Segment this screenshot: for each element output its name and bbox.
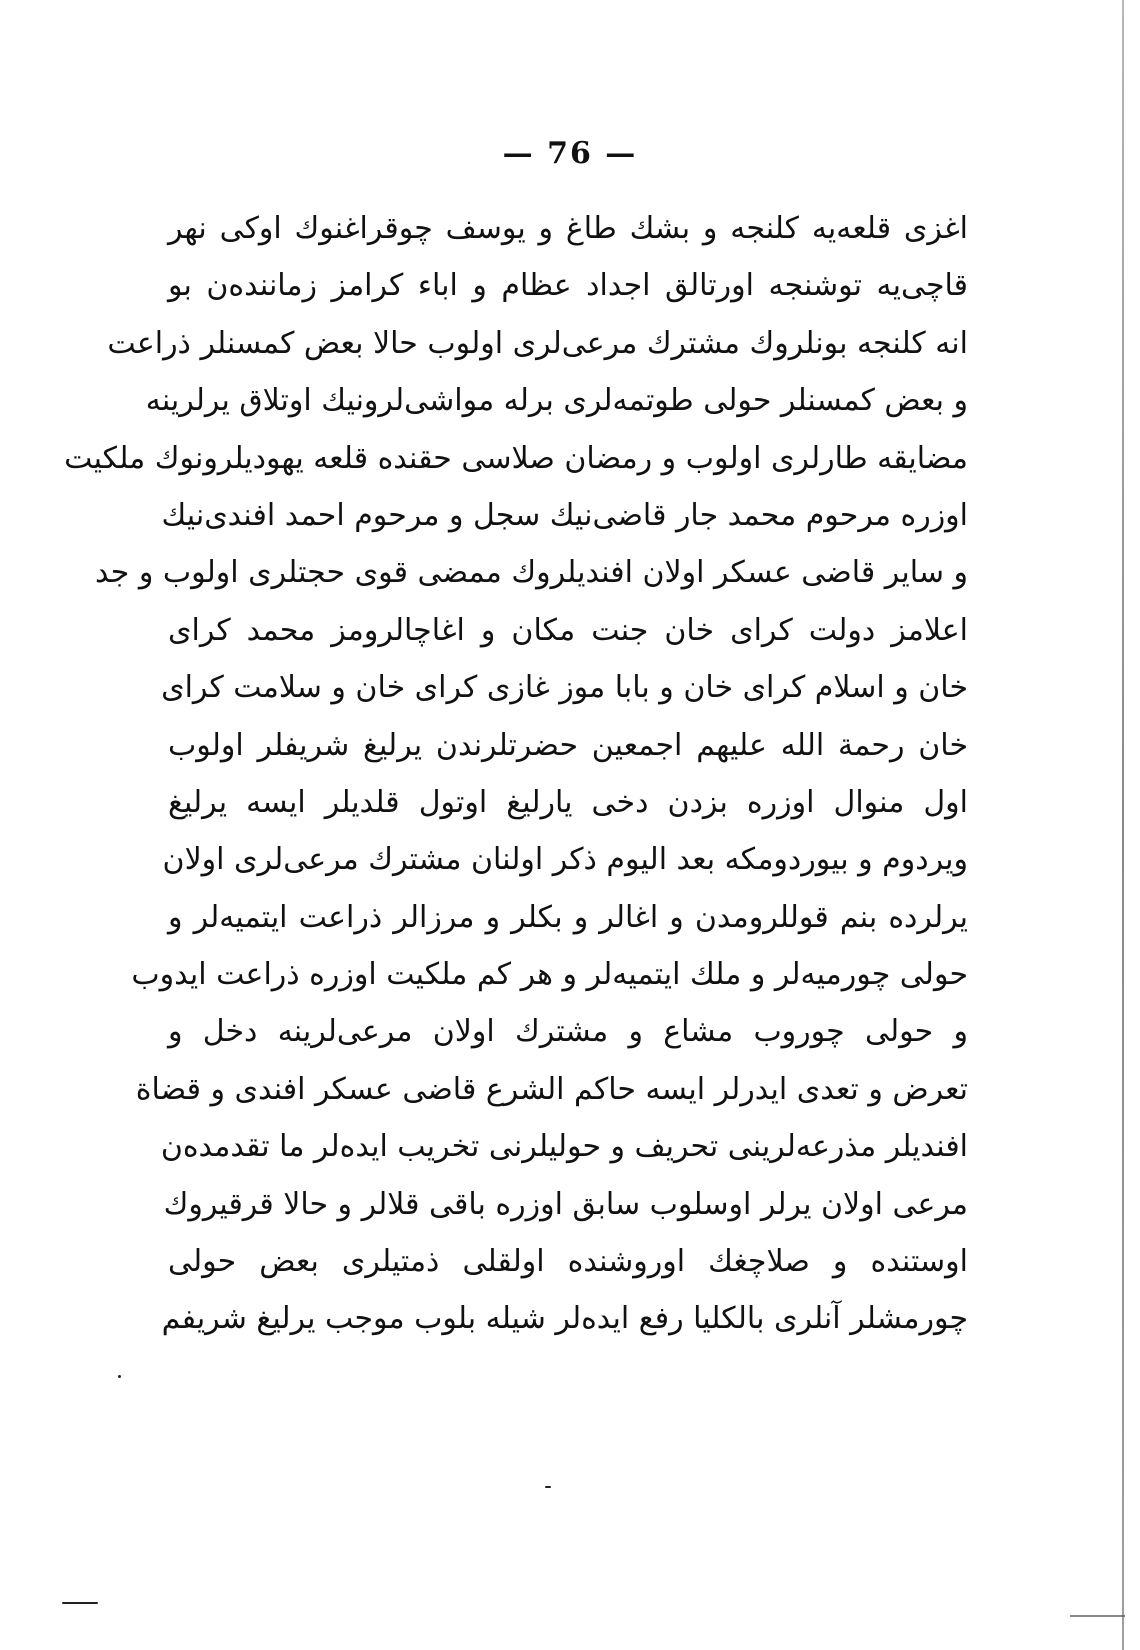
text-line: خان رحمة الله علیهم اجمعین حضرتلرندن یرلیغ شریفلر اولوب	[168, 727, 968, 763]
text-line: یرلرده بنم قوللرومدن و اغالر و بکلر و مرزالر ذراعت ایتمیه‌لر و	[168, 899, 968, 935]
text-line: قاچی‌یه توشنجه اورتالق اجداد عظام و اباء کرامز زماننده‌ن بو	[168, 268, 968, 304]
text-line: مضایقه طارلری اولوب و رمضان صلاسی حقنده قلعه یهودیلرونوك ملکیت	[64, 440, 968, 476]
scan-edge-right	[1122, 0, 1124, 1650]
scan-dash-mark	[62, 1602, 98, 1604]
text-line: اغزی قلعه‌یه کلنجه و بشك طاغ و یوسف چوقراغنوك اوکی نهر	[168, 211, 968, 246]
text-line: خان و اسلام کرای خان و بابا موز غازی کرای خان و سلامت کرای	[161, 670, 968, 706]
text-line: ویردوم و بیوردومکه بعد الیوم ذکر اولنان مشترك مرعی‌لری اولان	[162, 842, 968, 878]
text-line: مرعی اولان یرلر اوسلوب سابق اوزره باقی قلالر و حالا قرقیروك	[163, 1186, 968, 1222]
text-line: چورمشلر آنلری بالکلیا رفع ایده‌لر شیله بلوب موجب یرلیغ شریفم	[161, 1301, 968, 1337]
text-line: افندیلر مذرعه‌لرینی تحریف و حولیلرنی تخریب ایده‌لر ما تقدمده‌ن	[160, 1129, 968, 1165]
scan-speck	[545, 1486, 551, 1488]
text-line: اوستنده و صلاچغك اوروشنده اولقلی ذمتیلری بعض حولی	[168, 1244, 968, 1280]
body-text	[64, 200, 968, 1348]
text-line: و سایر قاضی عسکر اولان افندیلروك ممضی قوی حجتلری اولوب و جد	[95, 555, 968, 591]
text-line: اعلامز دولت کرای خان جنت مکان و اغاچالرومز محمد کرای	[168, 612, 968, 648]
text-line: و حولی چوروب مشاع و مشترك اولان مرعی‌لرینه دخل و	[168, 1014, 968, 1050]
scan-speck	[118, 1375, 121, 1378]
scan-edge-bottom	[1070, 1615, 1125, 1617]
text-line: و بعض کمسنلر حولی طوتمه‌لری برله مواشی‌لرونیك اوتلاق یرلرینه	[145, 383, 968, 419]
text-line: حولی چورمیه‌لر و ملك ایتمیه‌لر و هر کم ملکیت اوزره ذراعت ایدوب	[131, 957, 968, 993]
text-line: انه کلنجه بونلروك مشترك مرعی‌لری اولوب حالا بعض کمسنلر ذراعت	[107, 325, 968, 361]
text-line: اول منوال اوزره بزدن دخی یارلیغ اوتول قلدیلر ایسه یرلیغ	[168, 784, 968, 820]
text-line: اوزره مرحوم محمد جار قاضی‌نیك سجل و مرحوم احمد افندی‌نیك	[161, 497, 968, 533]
text-line: تعرض و تعدی ایدرلر ایسه حاکم الشرع قاضی عسکر افندی و قضاة	[135, 1071, 968, 1107]
page-number: — 76 —	[502, 136, 638, 171]
